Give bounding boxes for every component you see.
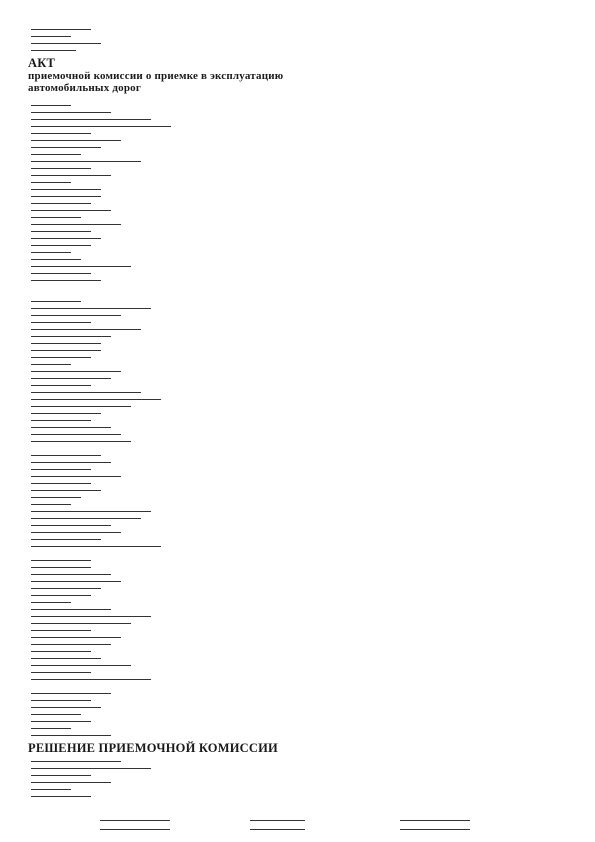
- body-line: [28, 323, 568, 330]
- body-fill-line: [31, 253, 81, 260]
- body-line: [28, 484, 568, 491]
- body-line: [28, 267, 568, 274]
- body-line: [28, 603, 568, 610]
- body-line: [28, 393, 568, 400]
- body-line: [28, 99, 568, 106]
- body-fill-line: [31, 407, 101, 414]
- body-fill-line: [31, 162, 91, 169]
- body-fill-line: [31, 141, 101, 148]
- body-line: [28, 526, 568, 533]
- body-fill-line: [31, 232, 101, 239]
- body-fill-line: [31, 575, 121, 582]
- body-line: [28, 379, 568, 386]
- body-fill-line: [31, 491, 81, 498]
- header-line: [28, 44, 568, 51]
- body-fill-line: [31, 659, 131, 666]
- body-line: [28, 617, 568, 624]
- body-line: [28, 456, 568, 463]
- decision-line: [28, 769, 568, 776]
- body-line: [28, 435, 568, 442]
- signature-name-line: [400, 820, 470, 821]
- decision-fill-line: [31, 790, 91, 797]
- decision-line: [28, 762, 568, 769]
- body-line: [28, 477, 568, 484]
- body-line: [28, 638, 568, 645]
- body-line: [28, 358, 568, 365]
- body-fill-line: [31, 351, 91, 358]
- body-line: [28, 169, 568, 176]
- body-line: [28, 316, 568, 323]
- body-fill-line: [31, 477, 91, 484]
- body-fill-line: [31, 323, 141, 330]
- body-line: [28, 260, 568, 267]
- body-line: [28, 547, 568, 554]
- decision-fill-line: [31, 769, 91, 776]
- body-line: [28, 295, 568, 302]
- header-fill-line: [31, 37, 101, 44]
- body-fill-line: [31, 197, 91, 204]
- body-fill-line: [31, 638, 111, 645]
- body-line: [28, 274, 568, 281]
- body-fill-line: [31, 344, 101, 351]
- body-line: [28, 218, 568, 225]
- body-line: [28, 428, 568, 435]
- body-line: [28, 610, 568, 617]
- body-fill-line: [31, 498, 71, 505]
- decision-fill-line: [31, 783, 71, 790]
- body-fill-line: [31, 561, 91, 568]
- body-line: [28, 176, 568, 183]
- decision-line: [28, 790, 568, 797]
- body-fill-line: [31, 554, 91, 561]
- body-fill-line: [31, 155, 141, 162]
- body-fill-line: [31, 484, 101, 491]
- body-fill-line: [31, 169, 111, 176]
- body-fill-line: [31, 470, 121, 477]
- body-line: [28, 365, 568, 372]
- body-fill-line: [31, 708, 81, 715]
- header-fill-line: [31, 30, 71, 37]
- body-fill-line: [31, 302, 151, 309]
- body-fill-line: [31, 225, 91, 232]
- body-fill-line: [31, 190, 101, 197]
- body-line: [28, 540, 568, 547]
- body-line: [28, 582, 568, 589]
- body-line: [28, 407, 568, 414]
- body-line: [28, 141, 568, 148]
- document-header: [28, 16, 568, 51]
- body-fill-line: [31, 603, 111, 610]
- decision-line: [28, 776, 568, 783]
- header-line: [28, 30, 568, 37]
- body-fill-line: [31, 645, 91, 652]
- body-fill-line: [31, 666, 91, 673]
- body-line: [28, 190, 568, 197]
- body-line: [28, 463, 568, 470]
- body-line: [28, 421, 568, 428]
- body-fill-line: [31, 365, 121, 372]
- body-line: [28, 330, 568, 337]
- body-fill-line: [31, 526, 121, 533]
- body-fill-line: [31, 267, 91, 274]
- body-fill-line: [31, 400, 131, 407]
- body-fill-line: [31, 435, 131, 442]
- body-fill-line: [31, 722, 71, 729]
- body-line: [28, 645, 568, 652]
- body-fill-line: [31, 617, 131, 624]
- body-fill-line: [31, 295, 81, 302]
- body-fill-line: [31, 456, 111, 463]
- body-line: [28, 113, 568, 120]
- body-fill-line: [31, 715, 91, 722]
- body-fill-line: [31, 533, 101, 540]
- signature-sign-line: [250, 829, 305, 830]
- document-content: [28, 16, 568, 831]
- body-line: [28, 204, 568, 211]
- body-fill-line: [31, 596, 71, 603]
- body-line: [28, 512, 568, 519]
- body-line: [28, 127, 568, 134]
- body-line: [28, 309, 568, 316]
- body-fill-line: [31, 99, 71, 106]
- body-fill-line: [31, 449, 101, 456]
- signature-block: [28, 813, 568, 831]
- decision-fill-line: [31, 762, 151, 769]
- body-fill-line: [31, 260, 131, 267]
- body-fill-line: [31, 211, 81, 218]
- body-line: [28, 631, 568, 638]
- body-line: [28, 624, 568, 631]
- document-subtitle-line-1: приемочной комиссии о приемке в эксплуатацию: [28, 70, 284, 82]
- body-fill-line: [31, 414, 91, 421]
- body-line: [28, 729, 568, 736]
- body-fill-line: [31, 463, 91, 470]
- body-line: [28, 337, 568, 344]
- body-line: [28, 449, 568, 456]
- header-line: [28, 37, 568, 44]
- body-line: [28, 281, 568, 288]
- body-line: [28, 162, 568, 169]
- body-line: [28, 561, 568, 568]
- header-line: [28, 16, 568, 23]
- signature-sign-line: [250, 820, 305, 821]
- decision-fill-line: [31, 776, 111, 783]
- body-fill-line: [31, 106, 111, 113]
- body-fill-line: [31, 120, 171, 127]
- body-line: [28, 694, 568, 701]
- body-fill-line: [31, 582, 101, 589]
- body-fill-line: [31, 610, 151, 617]
- decision-line: [28, 755, 568, 762]
- body-line: [28, 596, 568, 603]
- signature-row: [28, 813, 568, 822]
- body-fill-line: [31, 652, 101, 659]
- header-fill-line: [31, 23, 91, 30]
- body-line: [28, 134, 568, 141]
- body-fill-line: [31, 204, 111, 211]
- body-line: [28, 659, 568, 666]
- body-line: [28, 701, 568, 708]
- body-line: [28, 197, 568, 204]
- body-line: [28, 666, 568, 673]
- body-fill-line: [31, 505, 151, 512]
- body-line: [28, 225, 568, 232]
- body-fill-line: [31, 218, 121, 225]
- body-fill-line: [31, 386, 141, 393]
- body-line: [28, 120, 568, 127]
- body-line: [28, 715, 568, 722]
- body-fill-line: [31, 624, 91, 631]
- body-fill-line: [31, 568, 111, 575]
- document-title: АКТ: [28, 56, 56, 70]
- body-line: [28, 673, 568, 680]
- body-fill-line: [31, 309, 121, 316]
- body-fill-line: [31, 512, 141, 519]
- body-line: [28, 253, 568, 260]
- body-line: [28, 106, 568, 113]
- document-subtitle-line-2: автомобильных дорог: [28, 82, 142, 94]
- decision-title: РЕШЕНИЕ ПРИЕМОЧНОЙ КОМИССИИ: [28, 741, 278, 755]
- body-fill-line: [31, 239, 91, 246]
- body-line: [28, 386, 568, 393]
- body-fill-line: [31, 421, 111, 428]
- body-line: [28, 680, 568, 687]
- body-line: [28, 246, 568, 253]
- body-line: [28, 344, 568, 351]
- body-fill-line: [31, 316, 91, 323]
- decision-fill-line: [31, 755, 121, 762]
- body-line: [28, 687, 568, 694]
- signature-role-line: [100, 829, 170, 830]
- body-line: [28, 442, 568, 449]
- body-line: [28, 519, 568, 526]
- decision-body: [28, 755, 568, 804]
- decision-line: [28, 783, 568, 790]
- body-line: [28, 589, 568, 596]
- body-fill-line: [31, 428, 121, 435]
- body-fill-line: [31, 701, 101, 708]
- body-fill-line: [31, 540, 161, 547]
- body-fill-line: [31, 631, 121, 638]
- body-line: [28, 575, 568, 582]
- body-fill-line: [31, 134, 121, 141]
- header-line: [28, 23, 568, 30]
- body-line: [28, 351, 568, 358]
- body-line: [28, 708, 568, 715]
- body-fill-line: [31, 687, 111, 694]
- body-line: [28, 232, 568, 239]
- signature-name-line: [400, 829, 470, 830]
- body-line: [28, 183, 568, 190]
- body-fill-line: [31, 183, 101, 190]
- body-line: [28, 288, 568, 295]
- body-fill-line: [31, 694, 91, 701]
- document-body: [28, 99, 568, 736]
- body-line: [28, 302, 568, 309]
- body-fill-line: [31, 246, 71, 253]
- body-line: [28, 505, 568, 512]
- body-fill-line: [31, 113, 151, 120]
- body-fill-line: [31, 337, 101, 344]
- body-line: [28, 652, 568, 659]
- body-line: [28, 533, 568, 540]
- body-fill-line: [31, 358, 71, 365]
- body-fill-line: [31, 589, 91, 596]
- body-line: [28, 372, 568, 379]
- body-fill-line: [31, 148, 81, 155]
- signature-role-line: [100, 820, 170, 821]
- body-line: [28, 722, 568, 729]
- decision-line: [28, 797, 568, 804]
- body-line: [28, 568, 568, 575]
- body-line: [28, 211, 568, 218]
- body-fill-line: [31, 729, 111, 736]
- body-line: [28, 239, 568, 246]
- body-line: [28, 498, 568, 505]
- body-fill-line: [31, 176, 71, 183]
- body-fill-line: [31, 274, 101, 281]
- body-line: [28, 155, 568, 162]
- body-line: [28, 491, 568, 498]
- body-fill-line: [31, 127, 91, 134]
- body-line: [28, 414, 568, 421]
- body-fill-line: [31, 372, 111, 379]
- body-fill-line: [31, 519, 111, 526]
- body-line: [28, 400, 568, 407]
- body-fill-line: [31, 673, 151, 680]
- body-line: [28, 554, 568, 561]
- signature-row: [28, 822, 568, 831]
- body-fill-line: [31, 379, 91, 386]
- body-line: [28, 148, 568, 155]
- body-line: [28, 470, 568, 477]
- body-fill-line: [31, 393, 161, 400]
- body-fill-line: [31, 330, 111, 337]
- header-fill-line: [31, 44, 76, 51]
